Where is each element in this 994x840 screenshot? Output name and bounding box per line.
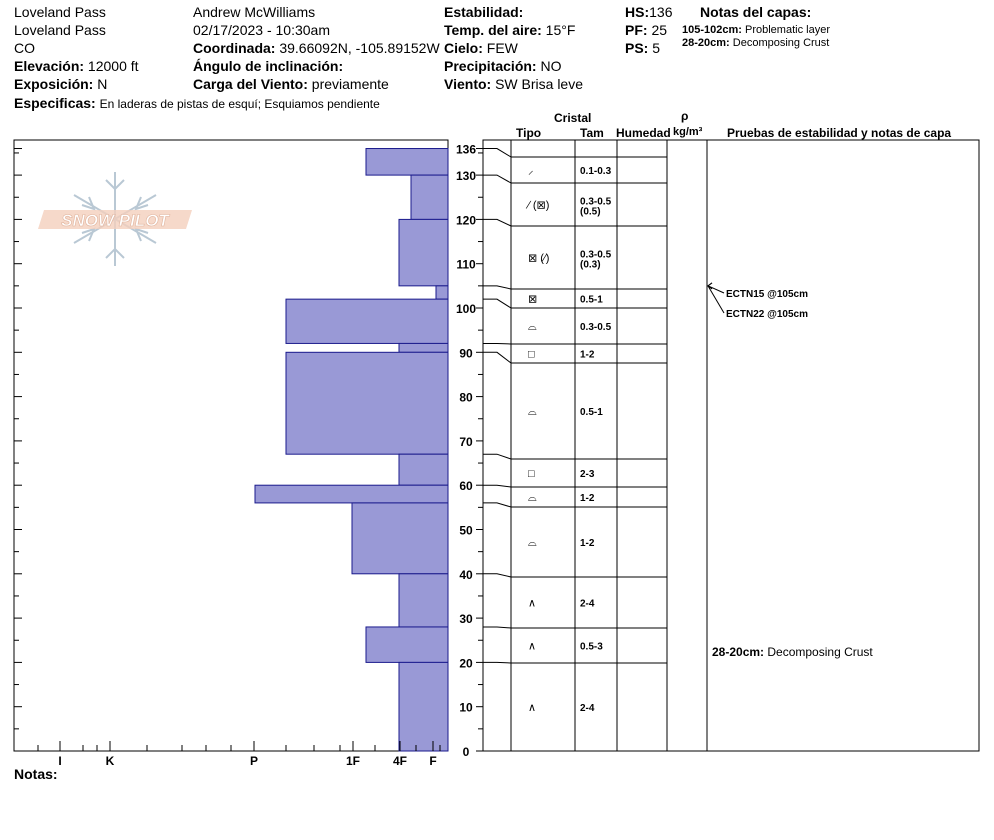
crystal-type-2: ⊠ (∕)	[528, 252, 550, 265]
crystal-type-6: ⌓	[528, 406, 537, 418]
x-tick-label-4F: 4F	[392, 754, 408, 768]
y-tick-label-120: 120	[455, 213, 477, 228]
crystal-size-alt-2: (0.3)	[580, 259, 601, 271]
header-density-symbol: ρ	[681, 109, 689, 123]
crystal-connector-9	[483, 503, 511, 507]
elevation-label: Elevación:	[14, 58, 85, 74]
hardness-bar-12	[399, 662, 448, 751]
header-tests: Pruebas de estabilidad y notas de capa	[727, 126, 952, 140]
crystal-type-9: ⌓	[528, 537, 537, 549]
layer-note-annotation-text: Decomposing Crust	[767, 645, 873, 659]
layer-note-1-range: 105-102cm:	[682, 24, 742, 36]
y-tick-label-130: 130	[455, 169, 477, 184]
crystal-type-3: ⊠	[528, 293, 538, 306]
test-label-1: ECTN22 @105cm	[726, 309, 809, 320]
hardness-bar-5	[399, 343, 448, 352]
crystal-type-7: □	[528, 468, 535, 480]
aspect-value: N	[97, 76, 108, 92]
state: CO	[14, 40, 35, 56]
x-tick-label-F: F	[429, 754, 437, 768]
hardness-bar-11	[366, 627, 448, 662]
hardness-bar-1	[411, 175, 448, 219]
y-tick-label-0: 0	[462, 745, 470, 759]
y-tick-label-90: 90	[459, 346, 473, 361]
datetime: 02/17/2023 - 10:30am	[193, 22, 330, 38]
x-tick-label-K: K	[105, 754, 115, 768]
crystal-connector-4	[483, 299, 511, 308]
layer-note-2-range: 28-20cm:	[682, 37, 730, 49]
crystal-connector-1	[483, 175, 511, 183]
crystal-size-7: 2-3	[580, 469, 595, 480]
observer: Andrew McWilliams	[193, 4, 316, 20]
crystal-size-6: 0.5-1	[580, 407, 603, 418]
incline-label: Ángulo de inclinación:	[193, 58, 344, 74]
crystal-type-1: ∕ (⊠)	[528, 199, 550, 212]
pf-label: PF:	[625, 22, 648, 38]
layer-note-annotation-0	[712, 645, 873, 659]
hardness-bar-4	[286, 299, 448, 343]
crystal-connector-8	[483, 485, 511, 487]
ps-label: PS:	[625, 40, 649, 56]
y-tick-label-136: 136	[455, 142, 477, 157]
crystal-table	[483, 140, 979, 751]
crystal-size-5: 1-2	[580, 349, 595, 361]
hs-label: HS:	[625, 4, 650, 20]
y-tick-label-20: 20	[459, 656, 473, 671]
x-tick-label-P: P	[249, 754, 259, 768]
crystal-size-4: 0.3-0.5	[580, 322, 612, 333]
hardness-bar-0	[366, 149, 448, 176]
crystal-size-9: 1-2	[580, 538, 595, 549]
y-tick-label-80: 80	[459, 390, 473, 405]
stability-label: Estabilidad:	[444, 4, 524, 20]
crystal-type-5: □	[528, 348, 535, 361]
crystal-size-2: 0.3-0.5	[580, 249, 612, 261]
x-tick-label-I: I	[58, 754, 62, 768]
test-label-0: ECTN15 @105cm	[726, 289, 809, 300]
crystal-connector-5	[483, 343, 511, 344]
layer-note-2-text: Decomposing Crust	[732, 37, 830, 49]
location-name: Loveland Pass	[14, 4, 106, 20]
crystal-size-11: 0.5-3	[580, 641, 603, 653]
header-type: Tipo	[516, 126, 542, 140]
y-tick-label-70: 70	[459, 434, 473, 449]
crystal-type-0: ⸝	[528, 165, 534, 177]
header-humidity: Humedad	[616, 126, 671, 140]
coord-label: Coordinada:	[193, 40, 276, 56]
wind-value: SW Brisa leve	[495, 76, 584, 92]
crystal-connector-3	[483, 286, 511, 289]
crystal-size-3: 0.5-1	[580, 294, 603, 306]
hardness-bar-2	[399, 219, 448, 285]
crystal-connector-2	[483, 219, 511, 226]
crystal-connector-6	[483, 352, 511, 363]
wind-load-value: previamente	[311, 76, 389, 92]
header-density-unit: kg/m³	[673, 126, 703, 138]
header-crystal: Cristal	[554, 111, 592, 125]
hardness-bar-7	[399, 454, 448, 485]
test-arrow-1	[708, 283, 712, 289]
sky-value: FEW	[486, 40, 518, 56]
crystal-size-10: 2-4	[580, 598, 595, 610]
crystal-size-8: 1-2	[580, 493, 595, 504]
crystal-type-8: ⌓	[528, 492, 537, 504]
notes-label: Notas:	[14, 766, 58, 782]
y-tick-label-110: 110	[456, 257, 476, 272]
crystal-connector-12	[483, 662, 511, 663]
hardness-bar-8	[255, 485, 448, 503]
hs-value: 136	[649, 4, 673, 20]
logo-text: SNOW PILOT	[61, 211, 169, 230]
wind-load-label: Carga del Viento:	[193, 76, 308, 92]
crystal-type-11: ∧	[528, 640, 537, 653]
sky-label: Cielo:	[444, 40, 483, 56]
hardness-bar-10	[399, 574, 448, 627]
snow-pilot-logo	[38, 172, 192, 266]
hardness-bar-9	[352, 503, 448, 574]
elevation-value: 12000 ft	[87, 58, 139, 74]
hardness-bars	[255, 149, 448, 751]
y-tick-label-100: 100	[455, 302, 477, 316]
y-tick-label-50: 50	[459, 523, 473, 538]
y-tick-label-60: 60	[459, 479, 473, 494]
coord-value: 39.66092N, -105.89152W	[279, 40, 440, 56]
air-temp-value: 15°F	[545, 22, 576, 38]
pf-value: 25	[651, 22, 668, 38]
hardness-bar-6	[286, 352, 448, 454]
air-temp-label: Temp. del aire:	[444, 22, 542, 38]
stability-tests	[708, 283, 873, 659]
ps-value: 5	[652, 40, 661, 56]
y-tick-label-40: 40	[459, 567, 473, 582]
hardness-bar-3	[436, 286, 448, 299]
crystal-size-12: 2-4	[580, 703, 595, 714]
y-tick-label-30: 30	[459, 612, 473, 627]
header-size: Tam	[580, 126, 604, 140]
crystal-connector-7	[483, 454, 511, 459]
precip-label: Precipitación:	[444, 58, 537, 74]
crystal-connector-11	[483, 627, 511, 628]
sub-location: Loveland Pass	[14, 22, 106, 38]
specifics-value: En laderas de pistas de esquí; Esquiamos pendiente	[99, 97, 380, 111]
crystal-size-alt-1: (0.5)	[580, 206, 601, 218]
crystal-connector-0	[483, 149, 511, 157]
crystal-size-0: 0.1-0.3	[580, 166, 612, 177]
crystal-type-10: ∧	[528, 597, 537, 610]
hardness-axis	[38, 741, 440, 768]
layer-notes-title: Notas del capas:	[700, 4, 812, 20]
precip-value: NO	[540, 58, 562, 74]
aspect-label: Exposición:	[14, 76, 94, 92]
y-tick-label-10: 10	[459, 700, 473, 715]
wind-label: Viento:	[444, 76, 492, 92]
crystal-type-4: ⌓	[528, 321, 537, 333]
crystal-type-12: ∧	[528, 702, 537, 714]
crystal-size-1: 0.3-0.5	[580, 196, 612, 208]
layer-note-1-text: Problematic layer	[745, 24, 830, 36]
specifics-label: Especificas:	[14, 95, 96, 111]
x-tick-label-1F: 1F	[345, 754, 361, 768]
crystal-connector-10	[483, 574, 511, 577]
layer-note-annotation-range: 28-20cm:	[712, 645, 768, 659]
